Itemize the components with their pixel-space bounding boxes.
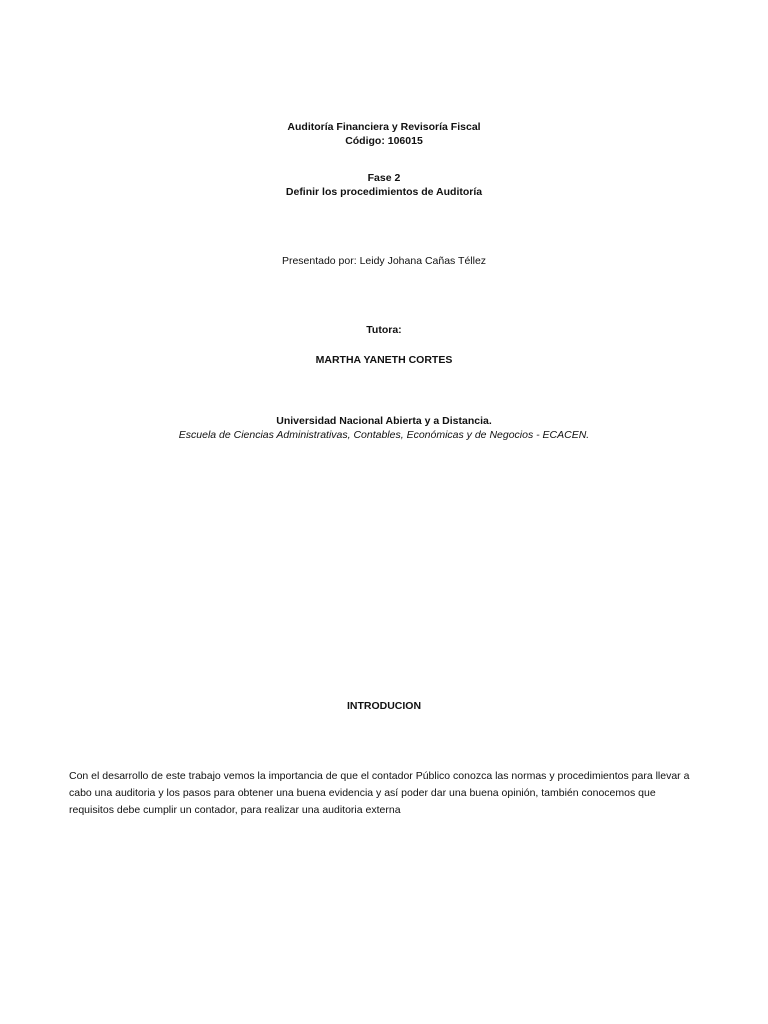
introduction-line-2: cabo una auditoria y los pasos para obtener una buena evidencia y así poder dar una buena opinión, también conocemos que	[69, 787, 656, 799]
introduction-line-1: Con el desarrollo de este trabajo vemos la importancia de que el contador Público conozca las normas y procedimientos para llevar a	[69, 770, 690, 782]
course-title: Auditoría Financiera y Revisoría Fiscal	[287, 121, 481, 133]
phase-title: Definir los procedimientos de Auditoría	[285, 186, 483, 198]
university-name: Universidad Nacional Abierta y a Distancia.	[276, 415, 492, 427]
course-code: Código: 106015	[345, 135, 423, 147]
introduction-body	[69, 768, 709, 819]
introduction-line-3: requisitos debe cumplir un contador, para realizar una auditoria externa	[69, 804, 401, 816]
presented-by: Presentado por: Leidy Johana Cañas Téllez	[281, 255, 487, 267]
introduction-heading: INTRODUCION	[346, 700, 422, 712]
phase-label: Fase 2	[367, 172, 401, 184]
school-name: Escuela de Ciencias Administrativas, Contables, Económicas y de Negocios - ECACEN.	[178, 429, 590, 441]
tutor-label: Tutora:	[366, 324, 402, 336]
tutor-name: MARTHA YANETH CORTES	[315, 354, 453, 366]
